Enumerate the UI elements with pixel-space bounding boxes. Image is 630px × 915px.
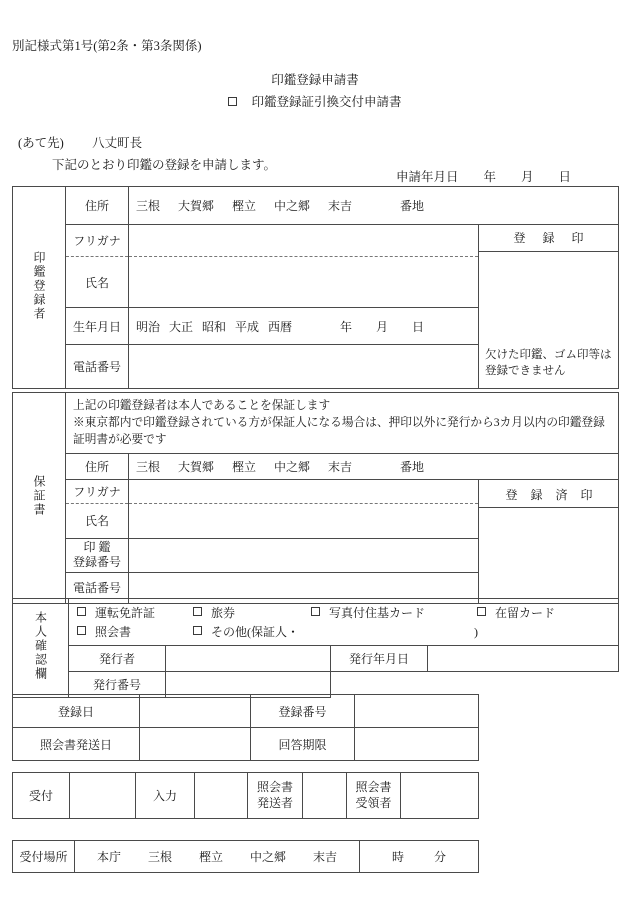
reception-input[interactable] [70,773,136,819]
registration-date-label: 登録日 [13,695,140,728]
registrant-name-label: 氏名 [66,257,129,308]
inquiry-sender-label [248,773,303,819]
guarantor-side-label-text: 保証書 [32,474,46,517]
exchange-issue-checkbox[interactable] [228,97,237,106]
input-label: 入力 [136,773,195,819]
guarantor-seal-box[interactable] [479,479,619,603]
checkbox-icon[interactable] [77,626,86,635]
input-value[interactable] [195,773,248,819]
inquiry-sender-label-line1: 照会書 [256,779,293,794]
guarantor-furigana-input[interactable] [129,479,479,503]
table-row [13,393,619,454]
registrant-phone-input[interactable] [129,345,479,389]
page-title: 印鑑登録申請書 [271,73,359,87]
table-row [13,479,619,503]
registrant-furigana-input[interactable] [129,225,479,257]
identity-checkbox-row-1 [77,604,618,623]
document-code: 別記様式第1号(第2条・第3条関係) [12,39,202,53]
guarantor-phone-label: 電話番号 [66,572,129,603]
registrant-side-label-text: 印鑑登録者 [32,250,46,321]
reply-due-label: 回答期限 [251,728,355,761]
registrant-seal-header: 登 録 印 [478,224,619,252]
registration-no-input[interactable] [355,695,479,728]
registrant-birth-label: 生年月日 [66,308,129,345]
reception-label: 受付 [13,773,70,819]
table-row [13,728,479,761]
guarantor-note-line2: ※東京都内で印鑑登録されている方が保証人になる場合は、押印以外に発行から3カ月以内の印鑑登録証明書が必要です [73,415,605,446]
table-row [13,453,619,479]
guarantor-seal-no-label-line1: 印 鑑 [83,539,111,554]
registrant-seal-warning: 欠けた印鑑、ゴム印等は登録できません [485,349,612,377]
table-row [13,225,619,257]
identity-issuer-label: 発行者 [69,646,166,672]
identity-issuer-input[interactable] [166,646,331,672]
identity-option-residence-card[interactable] [477,604,555,623]
identity-option-juki-card[interactable] [311,604,474,623]
table-row [13,695,479,728]
registrant-birth-value[interactable]: 明治 大正 昭和 平成 西暦 年 月 日 [129,308,479,345]
addressee-label: (あて先) [18,136,64,150]
registrant-table [12,186,619,389]
checkbox-icon[interactable] [193,626,202,635]
guarantor-table [12,392,619,604]
identity-issue-date-input[interactable] [428,646,619,672]
identity-option-label: 照会書 [95,624,132,639]
identity-checkbox-group [69,599,619,646]
registrant-seal-box[interactable] [479,225,619,389]
checkbox-icon[interactable] [311,607,320,616]
identity-issue-date-label: 発行年月日 [331,646,428,672]
identity-side-label-text: 本人確認欄 [33,611,48,682]
registrant-address-label: 住所 [66,187,129,225]
guarantor-address-label: 住所 [66,453,129,479]
checkbox-icon[interactable] [193,607,202,616]
guarantor-name-label: 氏名 [66,503,129,538]
place-options[interactable]: 本庁 三根 樫立 中之郷 末吉 [75,841,360,873]
checkbox-icon[interactable] [77,607,86,616]
inquiry-sender-input[interactable] [303,773,347,819]
registration-table [12,694,479,761]
guarantor-seal-no-label [66,538,129,572]
identity-option-label: 旅券 [211,606,236,620]
identity-option-label: 写真付住基カード [329,606,426,620]
guarantor-name-input[interactable] [129,503,479,538]
guarantor-note-line1: 上記の印鑑登録者は本人であることを保証します [73,399,331,412]
addressee-name: 八丈町長 [92,136,143,150]
application-date-line: 申請年月日 年 月 日 [396,170,572,184]
guarantor-address-value[interactable]: 三根 大賀郷 樫立 中之郷 末吉 番地 [129,453,619,479]
inquiry-sent-date-input[interactable] [140,728,251,761]
identity-checkbox-row-2 [77,623,618,642]
registrant-phone-label: 電話番号 [66,345,129,389]
table-row [13,841,479,873]
registrant-furigana-label: フリガナ [66,225,129,257]
identity-option-passport[interactable] [193,604,308,623]
guarantor-side-label [13,393,66,604]
table-row [13,599,619,646]
guarantor-seal-no-label-line2: 登録番号 [72,555,121,570]
addressee [18,133,142,151]
table-row [13,773,479,819]
identity-side-label [13,599,69,698]
request-statement: 下記のとおり印鑑の登録を申請します。 [52,158,277,172]
reception-table [12,772,479,819]
identity-option-inquiry-doc[interactable] [77,623,190,642]
inquiry-receiver-label-line2: 受領者 [355,795,392,810]
identity-option-label: その他(保証人・ [211,624,299,639]
identity-option-drivers-license[interactable] [77,604,190,623]
table-row [13,187,619,225]
title-sub: 印鑑登録証引換交付申請書 [251,95,402,109]
inquiry-receiver-input[interactable] [401,773,479,819]
inquiry-sent-date-label: 照会書発送日 [13,728,140,761]
checkbox-icon[interactable] [477,607,486,616]
identity-option-other[interactable] [193,623,471,642]
inquiry-sender-label-line2: 発送者 [256,795,293,810]
identity-option-label: 在留カード [495,606,556,620]
guarantor-seal-header: 登 録 済 印 [478,482,619,508]
identity-option-label: 運転免許証 [95,606,156,620]
title-sub-row [0,92,630,110]
inquiry-receiver-label [347,773,401,819]
inquiry-receiver-label-line1: 照会書 [355,779,392,794]
guarantor-furigana-label: フリガナ [66,479,129,503]
registration-date-input[interactable] [140,695,251,728]
guarantor-seal-no-input[interactable] [129,538,479,572]
registrant-side-label [13,187,66,389]
guarantor-note [66,393,619,454]
registrant-name-input[interactable] [129,257,479,308]
place-time-value[interactable]: 時 分 [360,841,479,873]
registration-no-label: 登録番号 [251,695,355,728]
reply-due-input[interactable] [355,728,479,761]
table-row [13,646,619,672]
place-table [12,840,479,873]
identity-option-other-close-paren: ) [474,624,478,639]
registrant-address-value[interactable]: 三根 大賀郷 樫立 中之郷 末吉 番地 [129,187,619,225]
identity-table [12,598,619,698]
identity-issue-no-label: 発行番号 [69,672,166,698]
place-label: 受付場所 [13,841,75,873]
